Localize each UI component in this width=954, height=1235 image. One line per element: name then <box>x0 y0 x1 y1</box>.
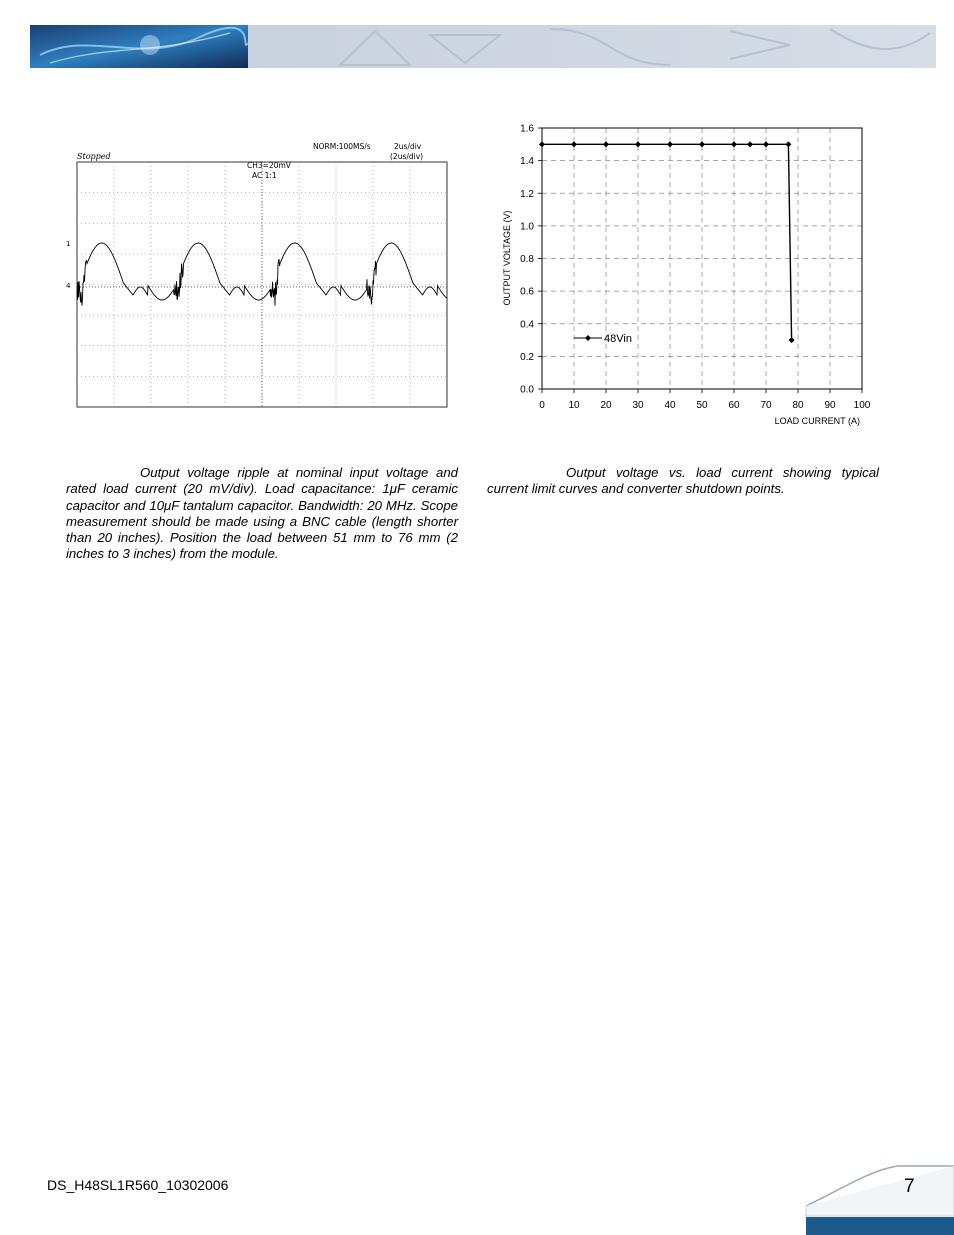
y-tick-label: 0.2 <box>520 351 534 363</box>
footer-corner-graphic <box>800 1160 954 1235</box>
x-tick-label: 90 <box>824 400 836 411</box>
footer-document-id: DS_H48SL1R560_10302006 <box>47 1177 229 1193</box>
voltage-vs-current-chart <box>495 118 890 438</box>
y-tick-label: 1.0 <box>520 221 534 233</box>
caption-ripple: Output voltage ripple at nominal input voltage and rated load current (20 mV/div). Load capacitance: 1μF ceramic capacitor and 10μF tantalum capacitor. Bandwidth: 20 MHz. Scope measurement should be made using a BNC cable (length shorter than 20 inches). Position the load between 51 mm to 76 mm (2 inches to 3 inches) from the module. <box>66 465 458 562</box>
scope-timebase-paren: (2us/div) <box>390 152 424 161</box>
scope-marker-2: 4 <box>66 282 71 290</box>
page-number: 7 <box>904 1176 915 1197</box>
y-tick-label: 0.4 <box>520 319 534 331</box>
legend-marker <box>585 335 591 341</box>
chart-legend <box>574 333 632 345</box>
x-tick-label: 0 <box>539 400 545 411</box>
scope-marker-1: 1 <box>66 240 71 248</box>
x-tick-label: 20 <box>600 400 612 411</box>
series-point <box>571 141 577 147</box>
y-tick-label: 0.0 <box>520 384 534 396</box>
y-axis-label: OUTPUT VOLTAGE (V) <box>502 210 512 306</box>
series-48vin <box>539 141 795 343</box>
y-tick-label: 1.4 <box>520 156 534 168</box>
series-point <box>763 141 769 147</box>
series-point <box>699 141 705 147</box>
x-tick-label: 80 <box>792 400 804 411</box>
x-tick-label: 100 <box>853 400 871 411</box>
y-tick-label: 1.2 <box>520 188 534 200</box>
y-tick-label: 0.8 <box>520 254 534 265</box>
x-axis-ticks <box>539 389 871 411</box>
scope-channel: CH3=20mV <box>247 161 291 170</box>
x-tick-label: 70 <box>760 400 772 411</box>
series-point <box>785 141 791 147</box>
x-tick-label: 10 <box>568 400 580 411</box>
y-tick-label: 0.6 <box>520 286 534 298</box>
header-banner <box>30 25 936 68</box>
scope-grid <box>77 162 447 407</box>
series-point <box>789 337 795 343</box>
series-point <box>731 141 737 147</box>
legend-label: 48Vin <box>604 333 632 345</box>
series-point <box>667 141 673 147</box>
y-tick-label: 1.6 <box>520 123 534 135</box>
x-tick-label: 30 <box>632 400 644 411</box>
chart-grid <box>542 128 862 389</box>
caption-load-current: Output voltage vs. load current showing typical current limit curves and converter shutdown points. <box>487 465 879 497</box>
scope-status: Stopped <box>77 152 111 161</box>
oscilloscope-capture <box>60 135 460 420</box>
x-axis-label: LOAD CURRENT (A) <box>774 416 860 426</box>
scope-sample-rate: NORM:100MS/s <box>313 142 371 151</box>
x-tick-label: 50 <box>696 400 708 411</box>
series-point <box>603 141 609 147</box>
series-point <box>747 141 753 147</box>
series-point <box>635 141 641 147</box>
x-tick-label: 40 <box>664 400 676 411</box>
scope-coupling: AC 1:1 <box>252 171 277 180</box>
series-point <box>539 141 545 147</box>
y-axis-ticks <box>520 124 542 396</box>
series-line <box>542 144 792 340</box>
scope-timebase: 2us/div <box>394 142 422 151</box>
x-tick-label: 60 <box>728 400 740 411</box>
